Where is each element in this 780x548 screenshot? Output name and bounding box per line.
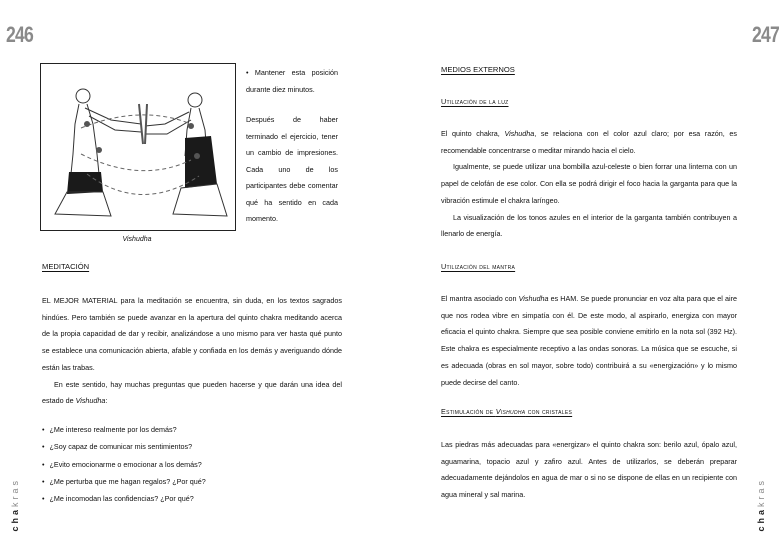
meditation-body bbox=[42, 293, 342, 410]
list-item: • ¿Me perturba que me hagan regalos? ¿Por qué? bbox=[42, 473, 206, 490]
section-heading: MEDIOS EXTERNOS bbox=[441, 65, 515, 74]
mantra-body bbox=[441, 291, 737, 391]
list-item: • ¿Me incomodan las confidencias? ¿Por qué? bbox=[42, 490, 206, 507]
right-page bbox=[390, 0, 780, 548]
book-brand-vertical bbox=[756, 478, 766, 532]
list-item: • ¿Evito emocionarme o emocionar a los demás? bbox=[42, 456, 206, 473]
book-brand-vertical bbox=[10, 478, 20, 532]
chakra-name: Vishudha bbox=[504, 129, 535, 138]
crystals-body bbox=[441, 437, 737, 504]
figure-caption: Vishudha bbox=[122, 236, 152, 243]
subheading-crystals bbox=[441, 407, 572, 416]
paragraph-text: El quinto chakra, bbox=[441, 129, 505, 138]
paragraph-text: para la meditación se encuentra, sin duda, en los textos sagrados hindúes. Pero también se puede avanzar en la apertura del quinto chakra meditando acerca de la propia capacidad de dar y recibir, analizándose a uno mismo para ver hasta qué punto se establece una comunicación abierta, afable y confiada en los demás y averiguando dónde están las trabas. bbox=[42, 296, 342, 372]
section-heading: MEDITACIÓN bbox=[42, 262, 90, 271]
chakra-name: Vishudha bbox=[518, 294, 549, 303]
exercise-notes bbox=[246, 65, 338, 228]
page-number: 246 bbox=[6, 22, 33, 47]
brand-bold: cha bbox=[10, 507, 20, 532]
exercise-followup: Después de haber terminado el ejercicio, tener un cambio de impresiones. Cada uno de los participantes debe comentar qué ha sentido en cada momento. bbox=[246, 115, 338, 223]
paragraph-text: Las piedras más adecuadas para «energizar» el quinto chakra son: berilo azul, ópalo azul, aguamarina, topacio azul y zafiro azul. Antes de utilizarlos, se deberán preparar adecuadamente dejándolos en agua de mar o si no se dispone de ellas en un recipiente con agua mineral y sal marina. bbox=[441, 440, 737, 500]
paragraph-text: , se relaciona con el color azul claro; por esa razón, es recomendable concentrarse o meditar mirando hacia el cielo. bbox=[441, 129, 737, 155]
lead-words: EL MEJOR MATERIAL bbox=[42, 296, 118, 305]
subheading-mantra: Utilización del mantra bbox=[441, 262, 516, 271]
exercise-step: • Mantener esta posición durante diez minutos. bbox=[246, 68, 338, 94]
subheading-light: Utilización de la luz bbox=[441, 97, 509, 106]
brand-light: kras bbox=[10, 478, 20, 508]
subheading-text: Estimulación de bbox=[441, 407, 496, 416]
light-body bbox=[441, 126, 737, 243]
question-list bbox=[42, 421, 206, 507]
yoga-illustration bbox=[40, 63, 236, 231]
list-item: • ¿Me intereso realmente por los demás? bbox=[42, 421, 206, 438]
list-item: • ¿Soy capaz de comunicar mis sentimientos? bbox=[42, 438, 206, 455]
subheading-text: con cristales bbox=[525, 407, 573, 416]
page-number: 247 bbox=[752, 22, 779, 47]
brand-bold: cha bbox=[756, 507, 766, 532]
paragraph-text: es HAM. Se puede pronunciar en voz alta para que el aire que nos rodea vibre en simpatía con él. De este modo, al aspirarlo, energiza con mayor eficacia el quinto chakra. Siempre que sea posible conviene emitirlo en la nota sol (392 Hz). Este chakra es especialmente receptivo a las ondas sonoras. La música que se escuche, si es adecuada (obras en sol mayor, sobre todo) contribuirá a su «energización» y lo mismo puede decirse del canto. bbox=[441, 294, 737, 387]
chakra-name: Vishudha bbox=[75, 396, 106, 406]
paragraph-text: El mantra asociado con bbox=[441, 294, 519, 303]
two-figures-drawing bbox=[41, 64, 235, 230]
brand-light: kras bbox=[756, 478, 766, 508]
punctuation: : bbox=[105, 396, 108, 406]
paragraph-text: La visualización de los tonos azules en el interior de la garganta también contribuyen a llenarlo de energía. bbox=[441, 212, 737, 239]
chakra-name: Vishudha bbox=[495, 407, 526, 416]
paragraph-text: En este sentido, hay muchas preguntas que pueden hacerse y que darán una idea del estado de bbox=[42, 379, 342, 406]
paragraph-text: Igualmente, se puede utilizar una bombilla azul-celeste o bien forrar una linterna con un papel de celofán de ese color. Con ella se podrá dirigir el foco hacia la garganta para que la vibración estimule el chakra laríngeo. bbox=[441, 162, 737, 205]
